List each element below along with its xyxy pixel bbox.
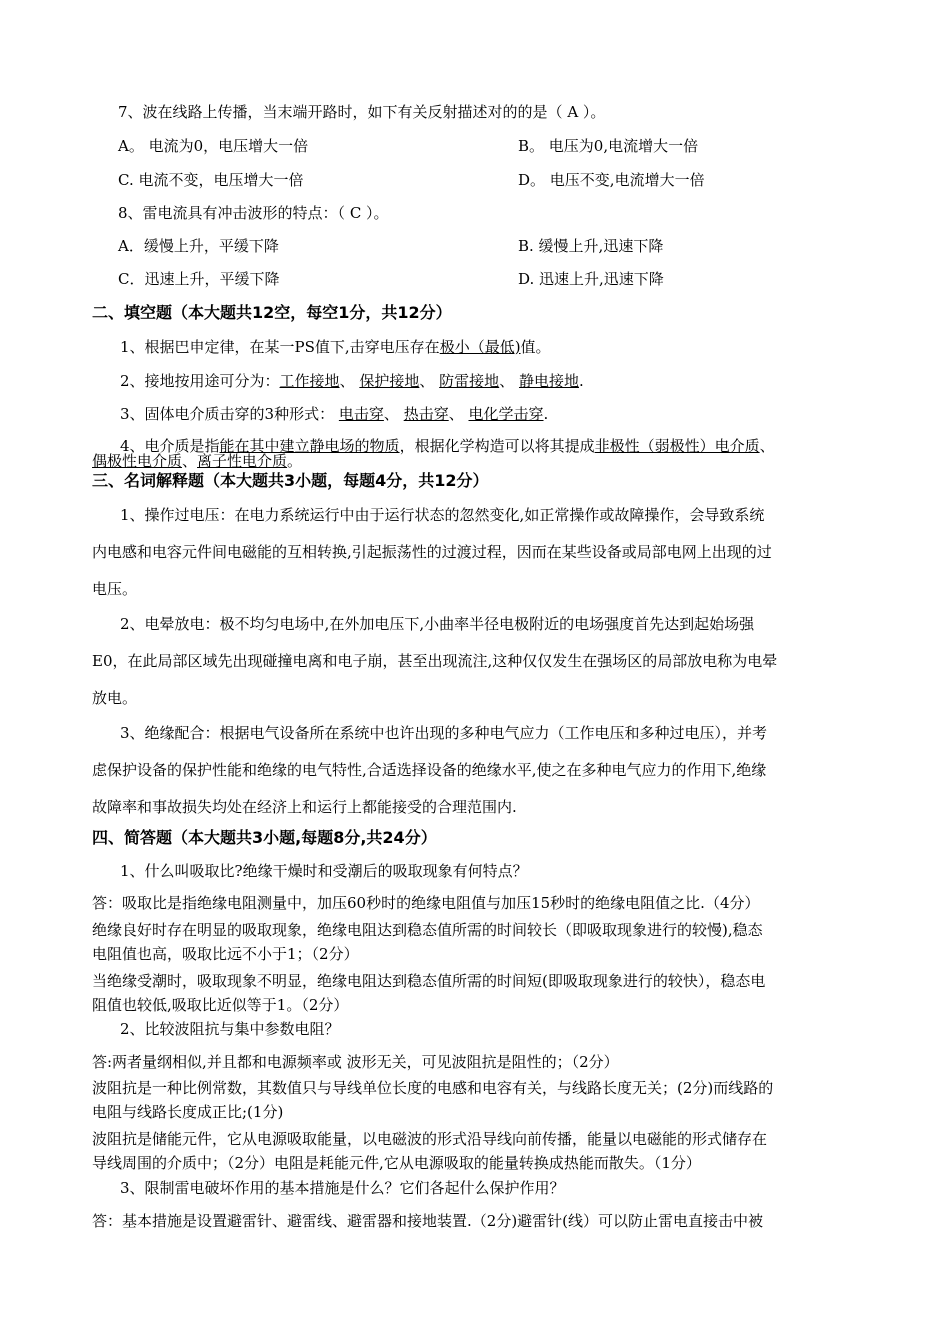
q8-option-a: A．缓慢上升，平缓下降 (118, 237, 279, 255)
q8-option-d: D. 迅速上升,迅速下降 (518, 270, 664, 288)
term-2-line3: 放电。 (92, 689, 138, 707)
short-a2-line3: 电阻与线路长度成正比;(1分) (92, 1103, 284, 1121)
short-a2-line4: 波阻抗是储能元件，它从电源吸取能量，以电磁波的形式沿导线向前传播，能量以电磁能的形式储存在 (92, 1130, 768, 1148)
q7-option-b: B。 电压为0,电流增大一倍 (518, 137, 699, 155)
term-2-line2: E0，在此局部区域先出现碰撞电离和电子崩，甚至出现流注,这种仅仅发生在强场区的局部放电称为电晕 (92, 652, 778, 670)
fill-answer: 电化学击穿 (468, 405, 544, 423)
q7-option-d: D。 电压不变,电流增大一倍 (518, 171, 705, 189)
q7-option-c: C. 电流不变，电压增大一倍 (118, 171, 304, 189)
short-a1-line2: 绝缘良好时存在明显的吸取现象，绝缘电阻达到稳态值所需的时间较长（即吸取现象进行的较慢),稳态 (92, 921, 763, 939)
short-a2-line2: 波阻抗是一种比例常数，其数值只与导线单位长度的电感和电容有关，与线路长度无关；(2分)而线路的 (92, 1079, 774, 1097)
fill-answer: 保护接地 (359, 372, 420, 390)
fill-item-1: 1、根据巴申定律，在某一PS值下,击穿电压存在极小（最低)值。 (120, 338, 551, 356)
short-a2-line5: 导线周围的介质中；（2分）电阻是耗能元件,它从电源吸取的能量转换成热能而散失。（1分） (92, 1154, 701, 1172)
fill-answer: 偶极性电介质 (92, 452, 183, 470)
fill-answer: 静电接地 (518, 372, 579, 390)
short-q3: 3、限制雷电破坏作用的基本措施是什么？它们各起什么保护作用？ (120, 1179, 565, 1197)
term-3-line2: 虑保护设备的保护性能和绝缘的电气特性,合适选择设备的绝缘水平,使之在多种电气应力的作用下,绝缘 (92, 761, 767, 779)
short-a3-line1: 答：基本措施是设置避雷针、避雷线、避雷器和接地装置.（2分)避雷针(线）可以防止雷电直接击中被 (92, 1212, 764, 1230)
fill-item-4-line2: 偶极性电介质、离子性电介质。 (92, 452, 303, 470)
fill-answer: 热击穿 (403, 405, 449, 423)
fill-answer: 电击穿 (338, 405, 384, 423)
term-3-line3: 故障率和事故损失均处在经济上和运行上都能接受的合理范围内. (92, 798, 517, 816)
short-q2: 2、比较波阻抗与集中参数电阻？ (120, 1020, 340, 1038)
fill-item-4-line1: 4、电介质是指能在其中建立静电场的物质，根据化学构造可以将其提成非极性（弱极性）电介质、 (120, 437, 775, 455)
short-a2-line1: 答:两者量纲相似,并且都和电源频率或 波形无关，可见波阻抗是阻性的；（2分） (92, 1053, 619, 1071)
short-a1-line1: 答：吸取比是指绝缘电阻测量中，加压60秒时的绝缘电阻值与加压15秒时的绝缘电阻值之比.（4分） (92, 894, 760, 912)
fill-answer: 能在其中建立静电场的物质 (219, 437, 400, 455)
fill-answer: 非极性（弱极性）电介质 (594, 437, 760, 455)
fill-item-2: 2、接地按用途可分为：工作接地、 保护接地、 防雷接地、 静电接地. (120, 372, 584, 390)
fill-item-3: 3、固体电介质击穿的3种形式： 电击穿、 热击穿、 电化学击穿. (120, 405, 549, 423)
fill-answer: 防雷接地 (439, 372, 500, 390)
q8-stem: 8、雷电流具有冲击波形的特点：（ C ）。 (118, 204, 389, 222)
fill-answer: 离子性电介质 (197, 452, 288, 470)
short-a1-line3: 电阻值也高，吸取比远不小于1；（2分） (92, 945, 359, 963)
fill-answer: 极小（最低) (439, 338, 521, 356)
section-2-heading: 二、填空题（本大题共12空，每空1分，共12分） (92, 303, 452, 322)
short-q1: 1、什么叫吸取比?绝缘干燥时和受潮后的吸取现象有何特点？ (120, 862, 528, 880)
q7-option-a: A。 电流为0，电压增大一倍 (118, 137, 309, 155)
section-4-heading: 四、简答题（本大题共3小题,每题8分,共24分） (92, 828, 437, 847)
term-1-line2: 内电感和电容元件间电磁能的互相转换,引起振荡性的过渡过程，因而在某些设备或局部电网上出现的过 (92, 543, 772, 561)
term-2-line1: 2、电晕放电：极不均匀电场中,在外加电压下,小曲率半径电极附近的电场强度首先达到起始场强 (120, 615, 755, 633)
q7-stem: 7、波在线路上传播，当末端开路时，如下有关反射描述对的的是（ A ）。 (118, 103, 606, 121)
q8-option-b: B. 缓慢上升,迅速下降 (518, 237, 664, 255)
short-a1-line5: 阻值也较低,吸取比近似等于1。（2分） (92, 996, 349, 1014)
section-3-heading: 三、名词解释题（本大题共3小题，每题4分，共12分） (92, 471, 489, 490)
short-a1-line4: 当绝缘受潮时，吸取现象不明显，绝缘电阻达到稳态值所需的时间短(即吸取现象进行的较快），稳态电 (92, 972, 766, 990)
term-1-line3: 电压。 (92, 580, 138, 598)
q8-option-c: C．迅速上升，平缓下降 (118, 270, 280, 288)
term-1-line1: 1、操作过电压：在电力系统运行中由于运行状态的忽然变化,如正常操作或故障操作，会导致系统 (120, 506, 765, 524)
term-3-line1: 3、绝缘配合：根据电气设备所在系统中也许出现的多种电气应力（工作电压和多种过电压），并考 (120, 724, 768, 742)
fill-answer: 工作接地 (279, 372, 340, 390)
